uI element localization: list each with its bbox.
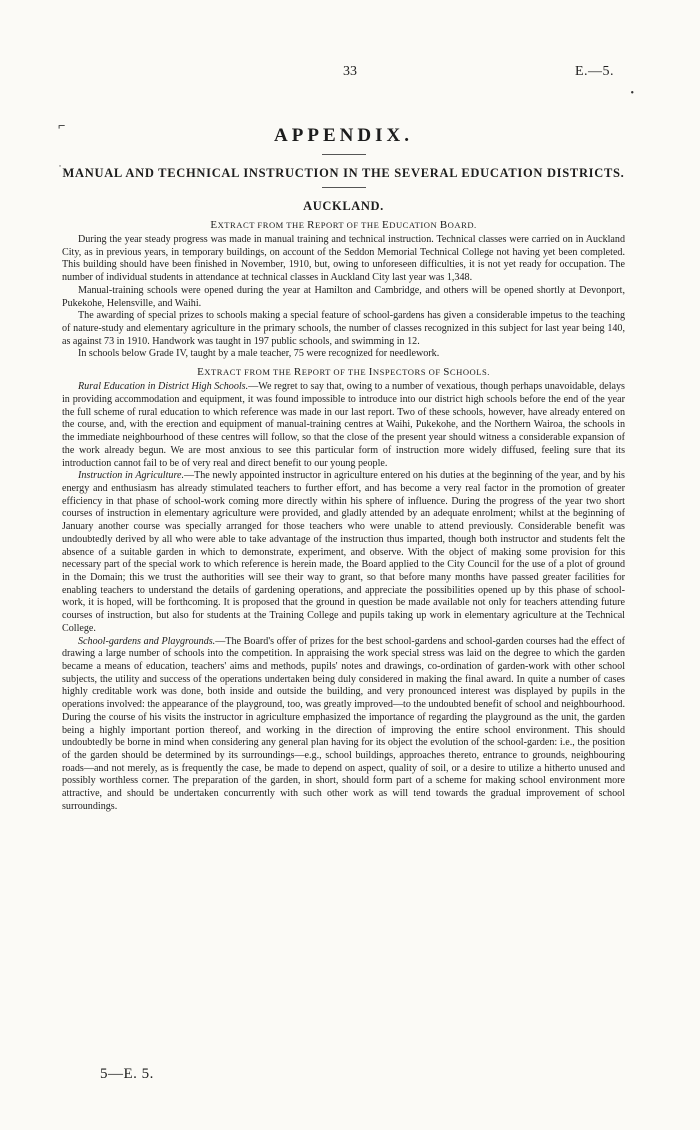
page-body (62, 124, 625, 814)
extract-part: E (197, 366, 205, 379)
divider-rule (322, 187, 366, 188)
inspector-paragraph-rural-education (62, 381, 625, 470)
section-heading: MANUAL AND TECHNICAL INSTRUCTION IN THE SEVERAL EDUCATION DISTRICTS. (62, 166, 625, 180)
extract-part: S (443, 366, 450, 379)
inspector-paragraph-agriculture (62, 470, 625, 635)
extract-part: XTRACT FROM THE (204, 367, 294, 378)
extract-part: E (382, 219, 390, 231)
extract-part: DUCATION (389, 220, 440, 230)
series-reference: E.—5. (574, 64, 614, 79)
board-paragraph: In schools below Grade IV, taught by a male teacher, 75 were recognized for needlework. (78, 348, 440, 360)
district-heading: AUCKLAND. (303, 199, 384, 213)
paragraph-text: —The Board's offer of prizes for the best school-gardens and school-garden courses had the effect of drawing a large number of schools into the competition. In appraising the work special stress was laid on the degree to which the garden became a means of education, teachers' aims and methods, pupils' notes and drawings, co-ordination of garden-work with other school subjects, the utility and success of the operations undertaken being duly considered in making the final award. In quite a number of cases highly creditable work was done, both inside and outside the building, and very pronounced interest was displayed by pupils in the operations involved: the appearance of the playground, too, was greatly improved—to the undoubted benefit of school and neighbourhood. During the course of his visits the instructor in agriculture emphasized the importance of regarding the playground as the unit, the garden being a highly important portion thereof, and working in the direction of improving the entire school environment. This should undoubtedly be borne in mind when considering any general plan having for its object the evolution of the school-garden: i.e., the position of the garden should be determined by its surroundings—e.g., school buildings, approaches thereto, entrance to grounds, neighbouring roads—and not merely, as is frequently the case, be made to depend on aspect, quality of soil, or a desire to utilize a hitherto unused and possibly worthless corner. The preparation of the garden, in short, should form part of a scheme for making school environment more attractive, and should be undertaken concurrently with such other work as will tend towards the gradual improvement of school surroundings. (62, 635, 625, 812)
extract-part: EPORT OF THE (301, 367, 369, 378)
extract-part: R (307, 219, 315, 231)
stray-mark-tick: ˙ (58, 162, 62, 176)
board-paragraph: During the year steady progress was made in manual training and technical instruction. Technical classes were carried on in Auckland City, as in previous years, in temporary buildings, on account of the Seddon Memorial Technical College not having yet been completed. This building should have been finished in November, 1910, but, owing to unforeseen difficulties, it is not yet ready for occupation. The number of individual students in attendance at technical classes in Auckland City last year was 1,348. (62, 234, 625, 284)
board-paragraph: Manual-training schools were opened during the year at Hamilton and Cambridge, and others will be opened shortly at Devonport, Pukekohe, Helensville, and Waihi. (62, 284, 625, 309)
extract-part: NSPECTORS OF (372, 367, 444, 378)
extract-part: OARD. (447, 220, 477, 230)
extract-part: R (293, 366, 302, 379)
signature-mark: 5—E. 5. (100, 1066, 154, 1082)
paragraph-lead: Rural Education in District High Schools. (78, 381, 249, 393)
extract-inspectors-heading (62, 365, 625, 379)
page-number: 33 (343, 64, 357, 79)
paragraph-text: —The newly appointed instructor in agriculture entered on his duties at the beginning of the year, and by his energy and enthusiasm has already stimulated teachers to further effort, and has become a very real factor in the promotion of greater efficiency in that phase of school-work coming more directly within his sphere of influence. During the progress of the year two short courses of instruction in elementary agriculture were provided, and gladly attended by an adequate enrolment; whilst at the beginning of January another course was specially arranged for those teachers who were unable to attend previously. Considerable benefit was undoubtedly derived by all who were able to take advantage of the instruction thus imparted, though both instructor and students felt the absence of a suitable garden in which to demonstrate, experiment, and observe. With the object of making some provision for this necessary part of the special work to which reference is herein made, the Board applied to the City Council for the use of a plot of ground in the Domain; this we trust the authorities will see their way to grant, so that before many months have passed greater facilities for enabling teachers to understand the details of gardening operations, and appreciate the possibilities opened up by this phase of school-work, it is hoped, will be forthcoming. It is proposed that the ground in question be made available not only for teachers attending future courses of instruction, but also for students at the Training College and pupils taking up work in elementary agriculture at the Technical College. (62, 470, 625, 634)
board-paragraph: The awarding of special prizes to schools making a special feature of school-gardens has given a considerable impetus to the teaching of nature-study and elementary agriculture in the primary schools, the number of classes recognized in this subject for last year being 140, as against 73 in 1910. Handwork was taught in 197 public schools, and swimming in 12. (62, 310, 625, 347)
divider-rule (322, 154, 366, 155)
extract-part: XTRACT FROM THE (217, 220, 308, 230)
paragraph-text: —We regret to say that, owing to a number of vexatious, though perhaps unavoidable, delays in providing accommodation and equipment, it was found impossible to introduce into our district high schools before the end of the year the full scheme of rural education to which reference was made in our last report. Two of these schools, however, have already entered on the course, and, with the erection and equipment of manual-training centres at Waihi, Pukekohe, and the Northern Wairoa, the schools in the immediate neighbourhood of these centres will follow, so that the close of the present year should witness a considerable expansion of the work already begun. We are most anxious to see this particular form of instruction more widely diffused, feeling sure that its introduction cannot fail to be of very real and direct benefit to our young people. (62, 381, 625, 469)
appendix-title: APPENDIX. (274, 125, 413, 146)
extract-part: B (439, 219, 448, 231)
inspector-paragraph-school-gardens (62, 636, 625, 814)
extract-board-heading (62, 218, 625, 232)
extract-part: E (210, 219, 218, 231)
paragraph-lead: School-gardens and Playgrounds. (78, 635, 216, 647)
extract-part: I (368, 366, 373, 379)
stray-mark-dash: ⌐ (58, 118, 66, 133)
stray-mark-dot: • (630, 88, 634, 99)
extract-part: EPORT OF THE (314, 220, 383, 230)
extract-part: CHOOLS. (449, 367, 490, 378)
paragraph-lead: Instruction in Agriculture. (78, 470, 184, 482)
